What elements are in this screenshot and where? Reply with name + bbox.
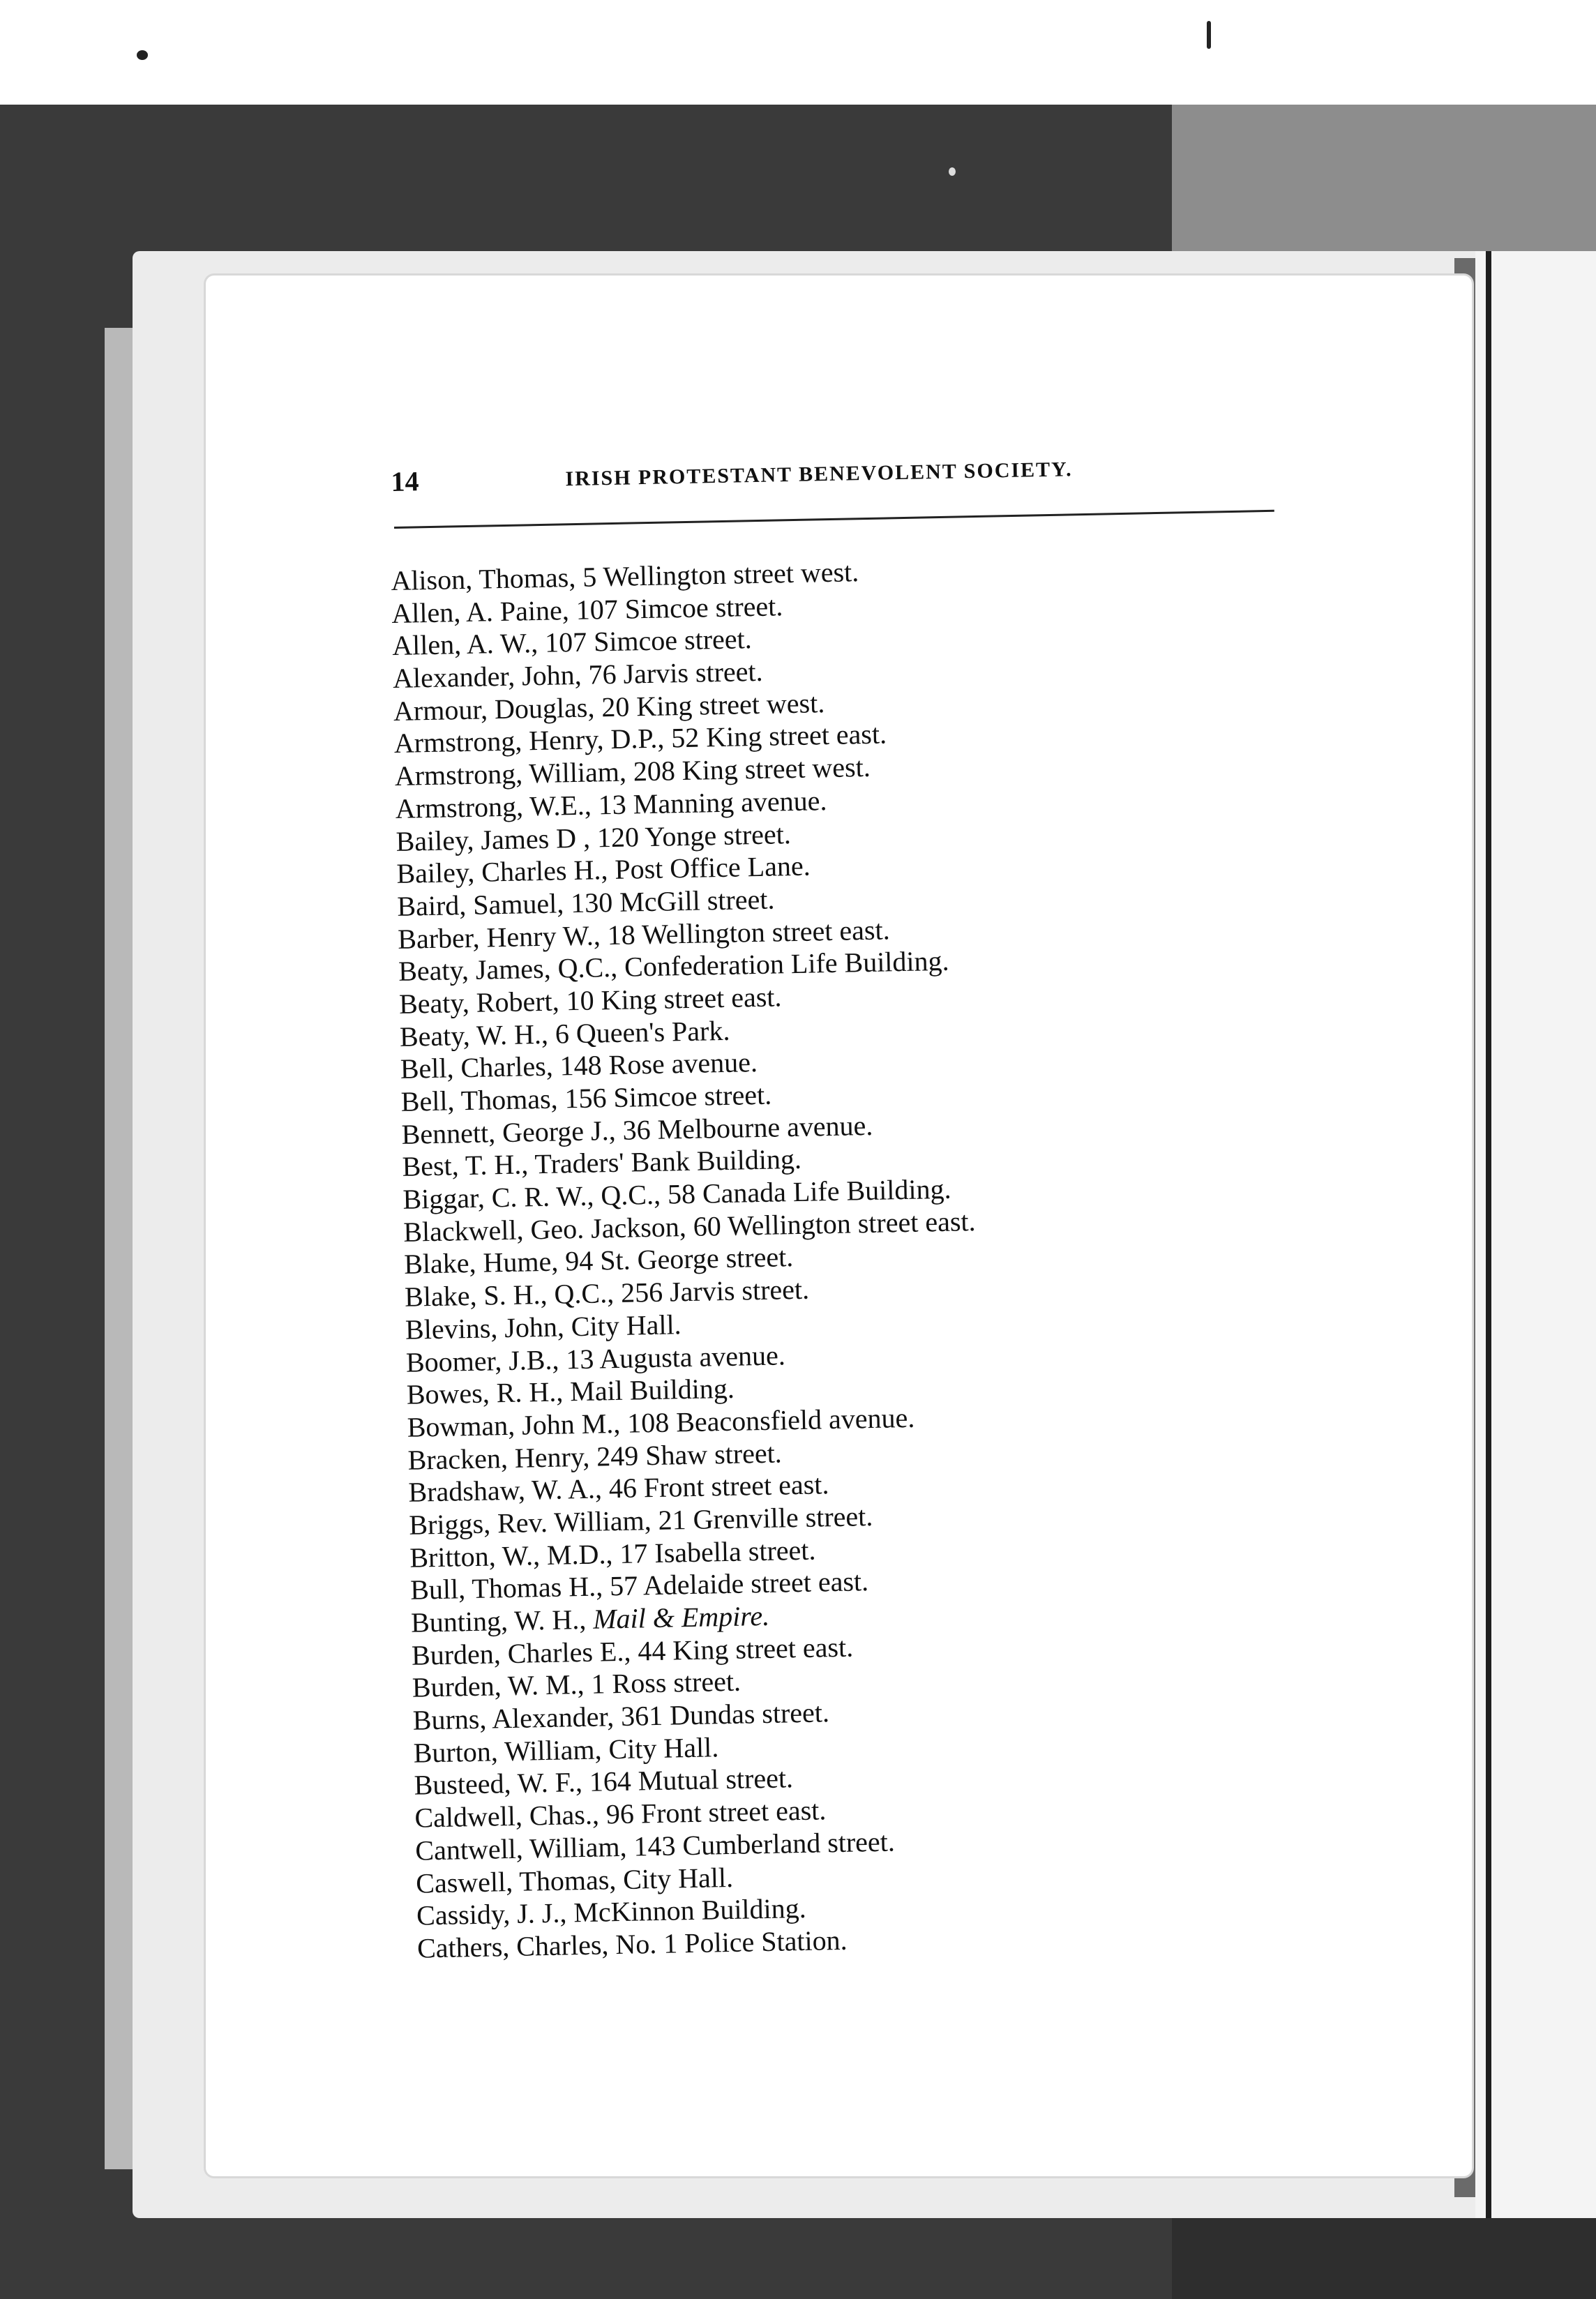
list-item: Bailey, James D , 120 Yonge street. bbox=[396, 817, 792, 857]
list-item: Bowes, R. H., Mail Building. bbox=[406, 1372, 735, 1410]
list-item: Bull, Thomas H., 57 Adelaide street east. bbox=[409, 1565, 869, 1606]
dust-speck bbox=[949, 167, 956, 176]
list-item: Allen, A. W., 107 Simcoe street. bbox=[391, 623, 753, 662]
list-item: Armour, Douglas, 20 King street west. bbox=[393, 686, 825, 727]
list-item: Bracken, Henry, 249 Shaw street. bbox=[407, 1437, 783, 1476]
list-item: Caldwell, Chas., 96 Front street east. bbox=[414, 1794, 827, 1834]
list-item: Baird, Samuel, 130 McGill street. bbox=[396, 883, 775, 922]
list-item: Burden, Charles E., 44 King street east. bbox=[411, 1631, 854, 1671]
list-item: Armstrong, W.E., 13 Manning avenue. bbox=[395, 784, 827, 824]
list-item: Alexander, John, 76 Jarvis street. bbox=[392, 655, 763, 695]
list-item: Briggs, Rev. William, 21 Grenville street. bbox=[408, 1500, 873, 1541]
dust-speck bbox=[1207, 21, 1211, 49]
list-item: Bunting, W. H., Mail & Empire. bbox=[410, 1599, 770, 1638]
running-title: IRISH PROTESTANT BENEVOLENT SOCIETY. bbox=[565, 458, 1073, 491]
list-item: Bennett, George J., 36 Melbourne avenue. bbox=[401, 1109, 873, 1150]
list-item: Bell, Charles, 148 Rose avenue. bbox=[400, 1046, 758, 1085]
page-number: 14 bbox=[391, 465, 419, 497]
dust-speck bbox=[137, 50, 148, 60]
list-item: Armstrong, William, 208 King street west. bbox=[394, 751, 871, 792]
list-item: Busteed, W. F., 164 Mutual street. bbox=[414, 1762, 794, 1802]
list-item: Bell, Thomas, 156 Simcoe street. bbox=[400, 1078, 772, 1117]
list-item: Best, T. H., Traders' Bank Building. bbox=[402, 1143, 802, 1183]
publication-title: Mail & Empire. bbox=[592, 1599, 770, 1635]
list-item: Biggar, C. R. W., Q.C., 58 Canada Life Building. bbox=[402, 1173, 951, 1215]
member-list bbox=[391, 549, 1254, 1965]
list-item: Barber, Henry W., 18 Wellington street east. bbox=[397, 913, 890, 955]
facing-page-edge bbox=[1475, 251, 1596, 2218]
list-item: Cantwell, William, 143 Cumberland street. bbox=[414, 1825, 896, 1867]
list-item: Beaty, James, Q.C., Confederation Life Building. bbox=[398, 944, 949, 988]
list-item: Allen, A. Paine, 107 Simcoe street. bbox=[391, 589, 783, 629]
list-item: Cathers, Charles, No. 1 Police Station. bbox=[416, 1924, 848, 1964]
list-item: Beaty, W. H., 6 Queen's Park. bbox=[399, 1014, 730, 1053]
list-item: Bailey, Charles H., Post Office Lane. bbox=[396, 850, 811, 890]
list-item: Boomer, J.B., 13 Augusta avenue. bbox=[405, 1339, 786, 1378]
list-item: Blake, Hume, 94 St. George street. bbox=[403, 1241, 794, 1281]
list-item: Blackwell, Geo. Jackson, 60 Wellington street east. bbox=[402, 1205, 976, 1248]
list-item: Beaty, Robert, 10 King street east. bbox=[398, 981, 782, 1020]
background-right-gray bbox=[1172, 105, 1596, 265]
list-item: Burns, Alexander, 361 Dundas street. bbox=[412, 1696, 830, 1736]
list-item: Bowman, John M., 108 Beaconsfield avenue. bbox=[407, 1401, 915, 1443]
facing-page-gutter-line bbox=[1486, 251, 1491, 2218]
list-item: Blake, S. H., Q.C., 256 Jarvis street. bbox=[404, 1273, 810, 1313]
list-item: Burden, W. M., 1 Ross street. bbox=[412, 1666, 741, 1704]
list-item: Britton, W., M.D., 17 Isabella street. bbox=[409, 1534, 816, 1574]
list-item: Blevins, John, City Hall. bbox=[405, 1309, 682, 1346]
list-item: Bradshaw, W. A., 46 Front street east. bbox=[408, 1468, 829, 1509]
list-item: Armstrong, Henry, D.P., 52 King street east. bbox=[393, 718, 887, 760]
list-item: Cassidy, J. J., McKinnon Building. bbox=[416, 1892, 807, 1931]
list-item: Burton, William, City Hall. bbox=[413, 1731, 719, 1769]
list-item: Caswell, Thomas, City Hall. bbox=[415, 1861, 734, 1899]
list-item: Alison, Thomas, 5 Wellington street west. bbox=[391, 556, 859, 596]
